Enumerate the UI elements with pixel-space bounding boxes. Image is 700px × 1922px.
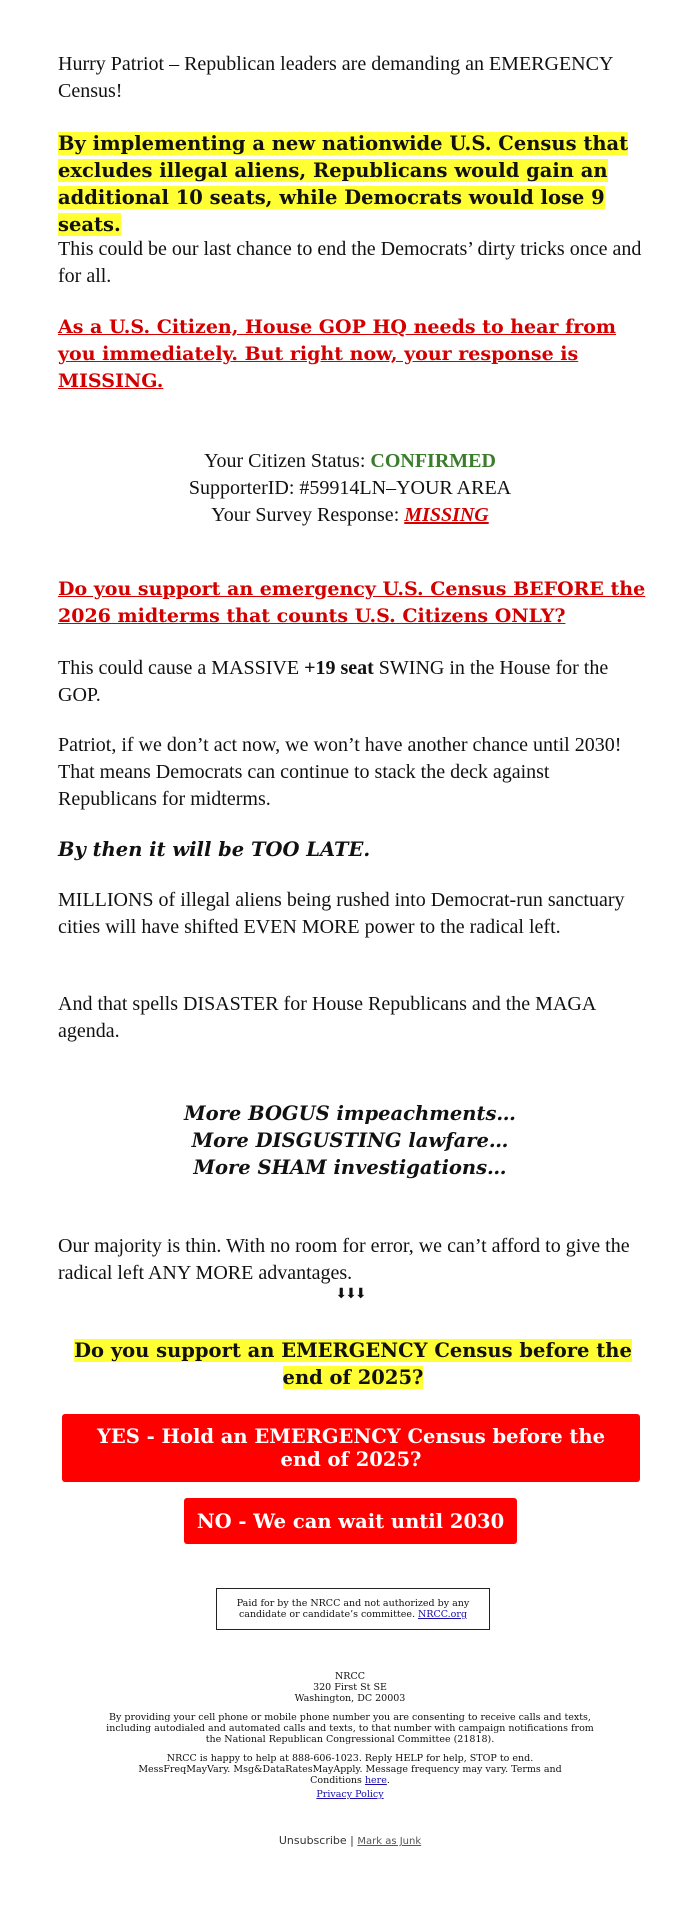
nrcc-link[interactable]: NRCC.org bbox=[418, 1609, 468, 1620]
no-button[interactable]: NO - We can wait until 2030 bbox=[184, 1498, 517, 1544]
more-line-1: More BOGUS impeachments… bbox=[184, 1102, 516, 1125]
citizen-link-paragraph bbox=[58, 314, 644, 395]
more-line-2: More DISGUSTING lawfare… bbox=[191, 1129, 509, 1152]
address-line-3: Washington, DC 20003 bbox=[294, 1693, 406, 1704]
highlight-text: By implementing a new nationwide U.S. Census that excludes illegal aliens, Republicans would gain an additional 10 seats, while Democrats would lose 9 seats. bbox=[58, 132, 629, 236]
survey-response-line: Your Survey Response: MISSING bbox=[211, 504, 489, 526]
unsubscribe-link[interactable]: Unsubscribe bbox=[278, 1834, 347, 1847]
address-block bbox=[0, 1671, 700, 1704]
paid-for-disclaimer: Paid for by the NRCC and not authorized by any candidate or candidate’s committee. NRCC.org bbox=[216, 1588, 490, 1630]
mark-as-junk-link[interactable]: Mark as Junk bbox=[357, 1836, 422, 1847]
highlight-question: Do you support an EMERGENCY Census before the end of 2025? bbox=[74, 1339, 632, 1389]
majority-text: Our majority is thin. With no room for error, we can’t afford to give the radical left ANY MORE advantages. bbox=[58, 1235, 630, 1284]
survey-missing-link[interactable]: MISSING bbox=[404, 504, 489, 526]
citizen-response-link[interactable]: As a U.S. Citizen, House GOP HQ needs to hear from you immediately. But right now, your response is MISSING. bbox=[58, 316, 617, 392]
privacy-block bbox=[0, 1789, 700, 1800]
citizen-status-line: Your Citizen Status: CONFIRMED bbox=[204, 450, 496, 472]
more-line-3: More SHAM investigations… bbox=[193, 1156, 507, 1179]
privacy-policy-link[interactable]: Privacy Policy bbox=[316, 1789, 384, 1800]
terms-here-link[interactable]: here bbox=[364, 1775, 387, 1786]
intro-text: Hurry Patriot – Republican leaders are demanding an EMERGENCY Census! bbox=[58, 53, 613, 102]
until-2030-text: Patriot, if we don’t act now, we won’t have another chance until 2030! That means Democrats can continue to stack the deck against Republicans for midterms. bbox=[58, 734, 622, 810]
highlight-question-block bbox=[58, 1337, 648, 1391]
address-line-1: NRCC bbox=[334, 1671, 365, 1682]
consent-text: By providing your cell phone or mobile phone number you are consenting to receive calls and texts, including autodialed and automated calls and texts, to that number with campaign notifications from the National Republican Congressional Committee (21818). bbox=[106, 1712, 594, 1745]
citizen-status-value: CONFIRMED bbox=[370, 450, 496, 472]
more-list bbox=[0, 1100, 700, 1181]
unsubscribe-row: Unsubscribe | Mark as Junk bbox=[278, 1834, 422, 1847]
yes-button[interactable]: YES - Hold an EMERGENCY Census before the end of 2025? bbox=[62, 1414, 640, 1482]
help-text-block: NRCC is happy to help at 888-606-1023. Reply HELP for help, STOP to end. MessFreqMayVary. Msg&DataRatesMayApply. Message frequency may vary. Terms and Conditions here. bbox=[138, 1753, 562, 1786]
down-arrows-icon: ⬇⬇⬇ bbox=[335, 1286, 365, 1302]
supporter-id-line: SupporterID: #59914LN–YOUR AREA bbox=[188, 477, 512, 499]
swing-text: This could cause a MASSIVE +19 seat SWING in the House for the GOP. bbox=[58, 657, 609, 706]
millions-text: MILLIONS of illegal aliens being rushed into Democrat-run sanctuary cities will have shifted EVEN MORE power to the radical left. bbox=[58, 889, 625, 938]
census-question-link[interactable]: Do you support an emergency U.S. Census BEFORE the 2026 midterms that counts U.S. Citizens ONLY? bbox=[58, 578, 646, 627]
address-line-2: 320 First St SE bbox=[313, 1682, 387, 1693]
last-chance-text: This could be our last chance to end the Democrats’ dirty tricks once and for all. bbox=[58, 238, 642, 287]
status-block bbox=[0, 448, 700, 529]
too-late-text: By then it will be TOO LATE. bbox=[58, 838, 371, 861]
highlight-paragraph bbox=[58, 130, 658, 238]
question-link-paragraph bbox=[58, 576, 648, 630]
disaster-text: And that spells DISASTER for House Republicans and the MAGA agenda. bbox=[58, 993, 596, 1042]
